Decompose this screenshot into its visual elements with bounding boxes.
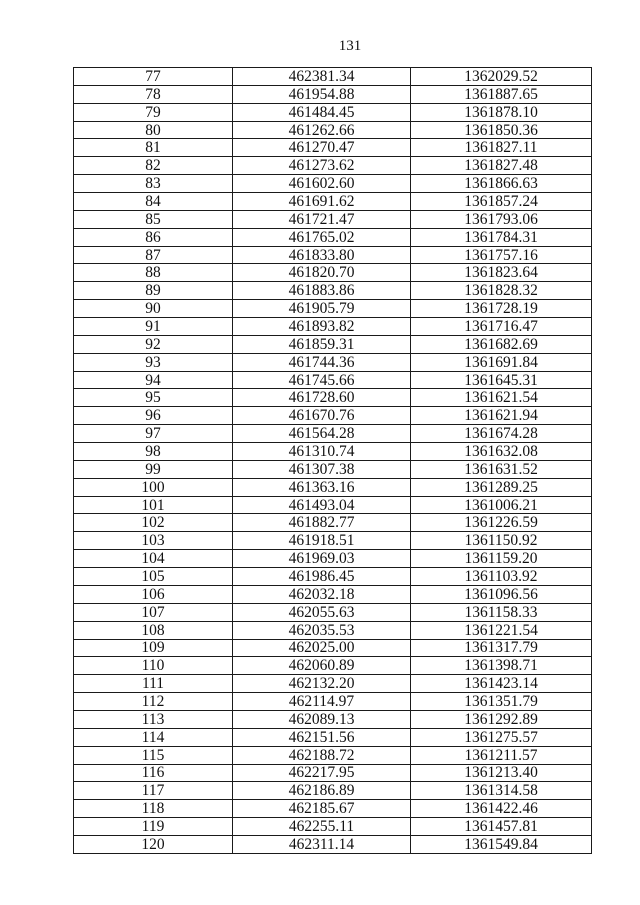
table-row [74,85,592,103]
table-row [74,121,592,139]
table-row [74,675,592,693]
point-number-cell: 98 [74,443,233,461]
x-coordinate-cell: 461310.74 [233,443,411,461]
x-coordinate-cell: 462114.97 [233,693,411,711]
table-row [74,568,592,586]
y-coordinate-cell: 1361292.89 [411,710,592,728]
y-coordinate-cell: 1361159.20 [411,550,592,568]
x-coordinate-cell: 462055.63 [233,603,411,621]
x-coordinate-cell: 461745.66 [233,371,411,389]
y-coordinate-cell: 1361887.65 [411,85,592,103]
y-coordinate-cell: 1361289.25 [411,478,592,496]
y-coordinate-cell: 1361317.79 [411,639,592,657]
table-row [74,318,592,336]
x-coordinate-cell: 461883.86 [233,282,411,300]
y-coordinate-cell: 1361275.57 [411,728,592,746]
x-coordinate-cell: 461918.51 [233,532,411,550]
point-number-cell: 113 [74,710,233,728]
x-coordinate-cell: 461969.03 [233,550,411,568]
y-coordinate-cell: 1361006.21 [411,496,592,514]
y-coordinate-cell: 1361549.84 [411,835,592,853]
x-coordinate-cell: 462381.34 [233,68,411,86]
point-number-cell: 100 [74,478,233,496]
point-number-cell: 95 [74,389,233,407]
x-coordinate-cell: 461954.88 [233,85,411,103]
x-coordinate-cell: 461270.47 [233,139,411,157]
y-coordinate-cell: 1361784.31 [411,228,592,246]
point-number-cell: 97 [74,425,233,443]
point-number-cell: 78 [74,85,233,103]
table-row [74,478,592,496]
point-number-cell: 91 [74,318,233,336]
y-coordinate-cell: 1361645.31 [411,371,592,389]
y-coordinate-cell: 1361621.54 [411,389,592,407]
y-coordinate-cell: 1361716.47 [411,318,592,336]
point-number-cell: 108 [74,621,233,639]
table-row [74,264,592,282]
y-coordinate-cell: 1362029.52 [411,68,592,86]
point-number-cell: 112 [74,693,233,711]
x-coordinate-cell: 461905.79 [233,300,411,318]
point-number-cell: 101 [74,496,233,514]
point-number-cell: 94 [74,371,233,389]
y-coordinate-cell: 1361423.14 [411,675,592,693]
table-row [74,532,592,550]
x-coordinate-cell: 462132.20 [233,675,411,693]
page-number: 131 [338,38,362,54]
y-coordinate-cell: 1361103.92 [411,568,592,586]
point-number-cell: 109 [74,639,233,657]
x-coordinate-cell: 461728.60 [233,389,411,407]
point-number-cell: 79 [74,103,233,121]
table-row [74,496,592,514]
y-coordinate-cell: 1361823.64 [411,264,592,282]
x-coordinate-cell: 461564.28 [233,425,411,443]
table-row [74,585,592,603]
x-coordinate-cell: 461744.36 [233,353,411,371]
table-row [74,550,592,568]
point-number-cell: 90 [74,300,233,318]
point-number-cell: 96 [74,407,233,425]
y-coordinate-cell: 1361878.10 [411,103,592,121]
point-number-cell: 83 [74,175,233,193]
point-number-cell: 105 [74,568,233,586]
table-row [74,710,592,728]
y-coordinate-cell: 1361213.40 [411,764,592,782]
x-coordinate-cell: 461859.31 [233,335,411,353]
table-row [74,139,592,157]
y-coordinate-cell: 1361211.57 [411,746,592,764]
point-number-cell: 80 [74,121,233,139]
y-coordinate-cell: 1361827.48 [411,157,592,175]
table-row [74,175,592,193]
point-number-cell: 87 [74,246,233,264]
point-number-cell: 114 [74,728,233,746]
point-number-cell: 85 [74,210,233,228]
table-row [74,621,592,639]
table-row [74,425,592,443]
y-coordinate-cell: 1361827.11 [411,139,592,157]
table-row [74,443,592,461]
table-row [74,657,592,675]
y-coordinate-cell: 1361351.79 [411,693,592,711]
x-coordinate-cell: 462089.13 [233,710,411,728]
table-row [74,800,592,818]
point-number-cell: 93 [74,353,233,371]
point-number-cell: 99 [74,460,233,478]
coordinate-table [73,67,592,854]
x-coordinate-cell: 461765.02 [233,228,411,246]
table-row [74,407,592,425]
table-row [74,693,592,711]
y-coordinate-cell: 1361150.92 [411,532,592,550]
table-row [74,764,592,782]
x-coordinate-cell: 462060.89 [233,657,411,675]
x-coordinate-cell: 461833.80 [233,246,411,264]
x-coordinate-cell: 462217.95 [233,764,411,782]
x-coordinate-cell: 461721.47 [233,210,411,228]
y-coordinate-cell: 1361857.24 [411,193,592,211]
point-number-cell: 102 [74,514,233,532]
y-coordinate-cell: 1361757.16 [411,246,592,264]
x-coordinate-cell: 461602.60 [233,175,411,193]
x-coordinate-cell: 462311.14 [233,835,411,853]
y-coordinate-cell: 1361621.94 [411,407,592,425]
y-coordinate-cell: 1361221.54 [411,621,592,639]
table-row [74,103,592,121]
table-row [74,193,592,211]
y-coordinate-cell: 1361850.36 [411,121,592,139]
y-coordinate-cell: 1361728.19 [411,300,592,318]
point-number-cell: 119 [74,818,233,836]
x-coordinate-cell: 461484.45 [233,103,411,121]
table-row [74,228,592,246]
point-number-cell: 89 [74,282,233,300]
x-coordinate-cell: 461893.82 [233,318,411,336]
point-number-cell: 81 [74,139,233,157]
y-coordinate-cell: 1361457.81 [411,818,592,836]
table-row [74,746,592,764]
y-coordinate-cell: 1361793.06 [411,210,592,228]
table-row [74,514,592,532]
point-number-cell: 106 [74,585,233,603]
point-number-cell: 86 [74,228,233,246]
point-number-cell: 110 [74,657,233,675]
table-row [74,639,592,657]
point-number-cell: 107 [74,603,233,621]
table-row [74,728,592,746]
table-row [74,389,592,407]
y-coordinate-cell: 1361158.33 [411,603,592,621]
table-row [74,282,592,300]
x-coordinate-cell: 462035.53 [233,621,411,639]
y-coordinate-cell: 1361314.58 [411,782,592,800]
x-coordinate-cell: 461493.04 [233,496,411,514]
table-row [74,371,592,389]
x-coordinate-cell: 462185.67 [233,800,411,818]
table-row [74,818,592,836]
x-coordinate-cell: 461363.16 [233,478,411,496]
point-number-cell: 92 [74,335,233,353]
y-coordinate-cell: 1361866.63 [411,175,592,193]
point-number-cell: 82 [74,157,233,175]
x-coordinate-cell: 462032.18 [233,585,411,603]
x-coordinate-cell: 462151.56 [233,728,411,746]
point-number-cell: 104 [74,550,233,568]
x-coordinate-cell: 462025.00 [233,639,411,657]
x-coordinate-cell: 461262.66 [233,121,411,139]
x-coordinate-cell: 462255.11 [233,818,411,836]
y-coordinate-cell: 1361398.71 [411,657,592,675]
table-row [74,603,592,621]
x-coordinate-cell: 461986.45 [233,568,411,586]
point-number-cell: 88 [74,264,233,282]
x-coordinate-cell: 461670.76 [233,407,411,425]
y-coordinate-cell: 1361674.28 [411,425,592,443]
x-coordinate-cell: 461882.77 [233,514,411,532]
table-row [74,460,592,478]
point-number-cell: 115 [74,746,233,764]
table-row [74,335,592,353]
table-row [74,835,592,853]
y-coordinate-cell: 1361422.46 [411,800,592,818]
y-coordinate-cell: 1361096.56 [411,585,592,603]
table-row [74,246,592,264]
table-row [74,782,592,800]
point-number-cell: 116 [74,764,233,782]
point-number-cell: 117 [74,782,233,800]
x-coordinate-cell: 461273.62 [233,157,411,175]
point-number-cell: 103 [74,532,233,550]
y-coordinate-cell: 1361632.08 [411,443,592,461]
y-coordinate-cell: 1361631.52 [411,460,592,478]
y-coordinate-cell: 1361691.84 [411,353,592,371]
table-row [74,157,592,175]
y-coordinate-cell: 1361828.32 [411,282,592,300]
point-number-cell: 77 [74,68,233,86]
coordinate-table-body [74,68,592,854]
table-row [74,300,592,318]
point-number-cell: 111 [74,675,233,693]
table-row [74,210,592,228]
point-number-cell: 84 [74,193,233,211]
x-coordinate-cell: 462188.72 [233,746,411,764]
x-coordinate-cell: 462186.89 [233,782,411,800]
point-number-cell: 118 [74,800,233,818]
x-coordinate-cell: 461691.62 [233,193,411,211]
table-row [74,68,592,86]
table-row [74,353,592,371]
y-coordinate-cell: 1361226.59 [411,514,592,532]
x-coordinate-cell: 461820.70 [233,264,411,282]
x-coordinate-cell: 461307.38 [233,460,411,478]
y-coordinate-cell: 1361682.69 [411,335,592,353]
point-number-cell: 120 [74,835,233,853]
